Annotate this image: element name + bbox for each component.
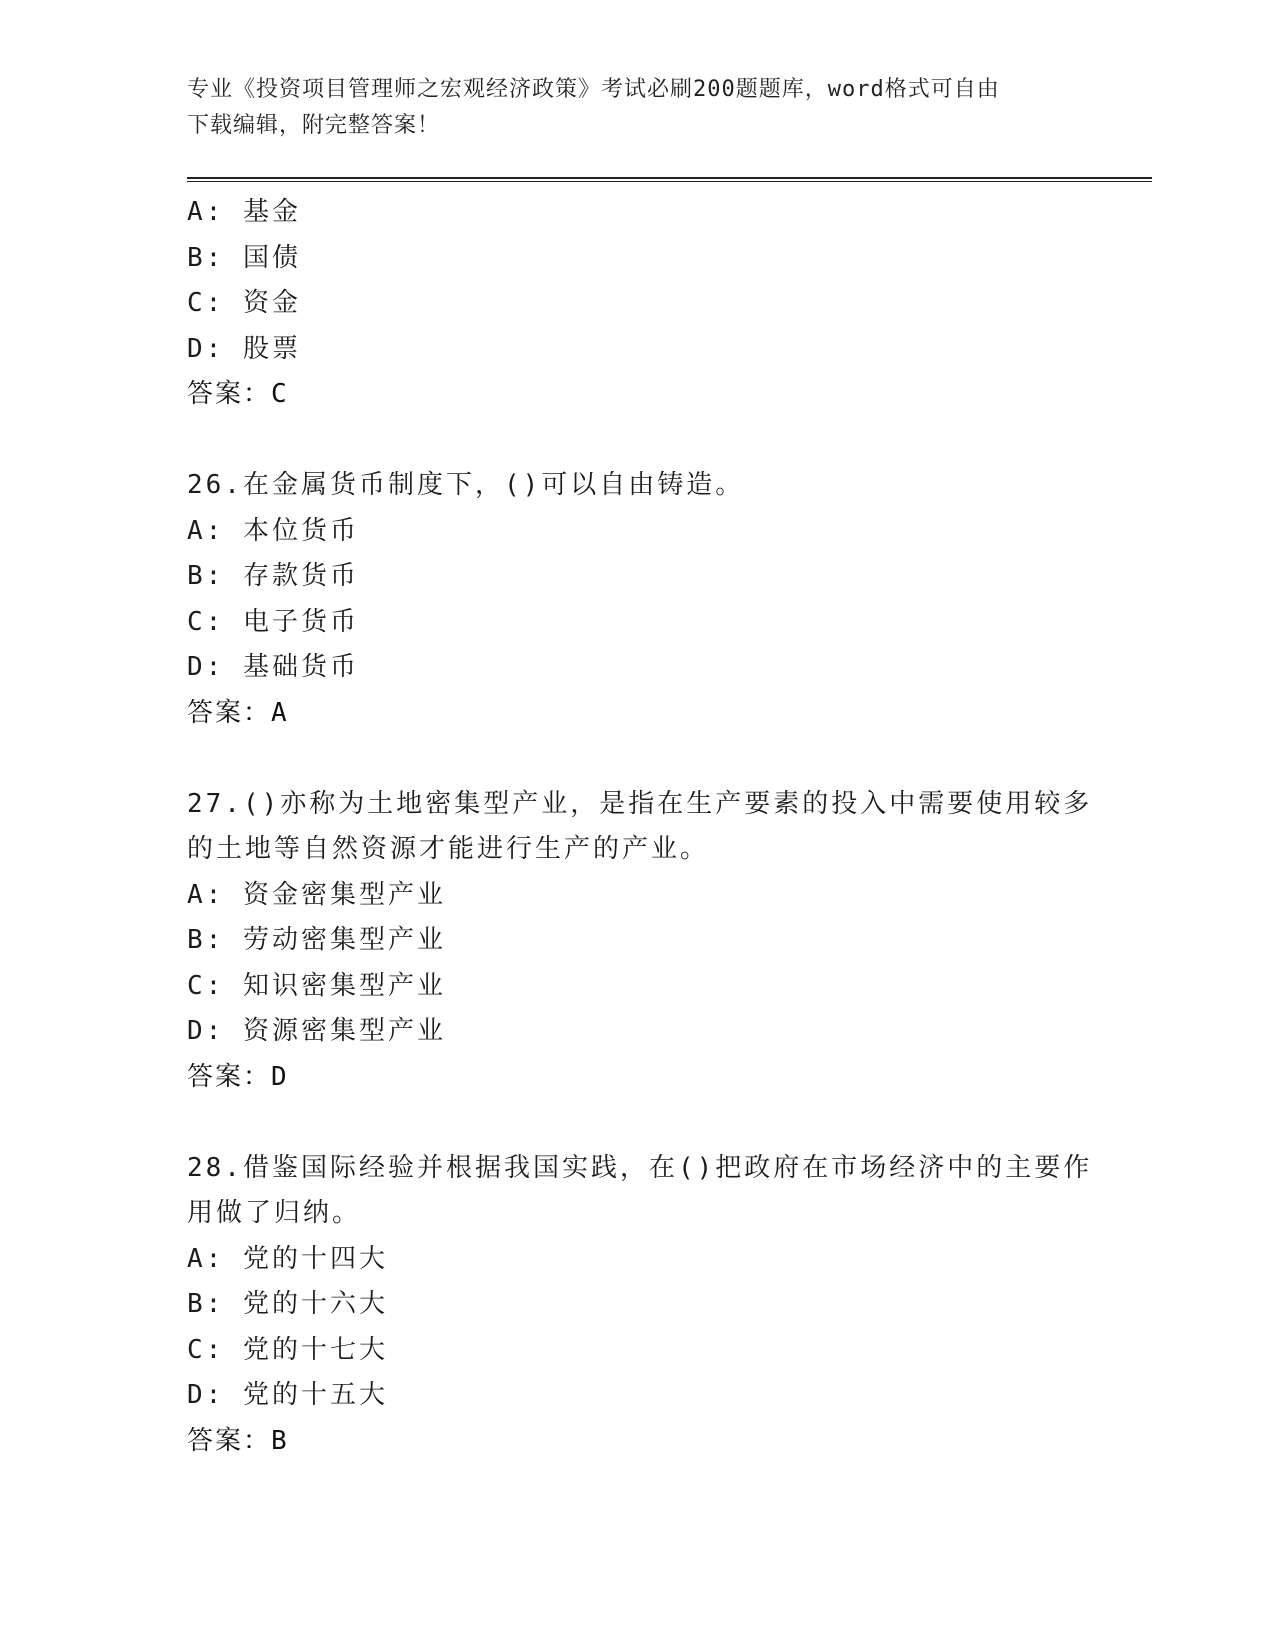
option-b: B: 劳动密集型产业 xyxy=(187,925,446,955)
option-b: B: 党的十六大 xyxy=(187,1289,388,1319)
option-c: C: 党的十七大 xyxy=(187,1334,388,1365)
answer-line: 答案：B xyxy=(187,1425,289,1456)
option-a: A: 本位货币 xyxy=(187,515,359,546)
question-text-continued: 用做了归纳。 xyxy=(187,1198,362,1228)
block-gap xyxy=(187,736,1087,782)
option-d: D: 股票 xyxy=(187,333,301,364)
question-block xyxy=(187,1146,1093,1465)
option-c: C: 知识密集型产业 xyxy=(187,970,446,1001)
option-d: D: 党的十五大 xyxy=(187,1380,388,1410)
option-b: B: 国债 xyxy=(187,242,301,273)
option-b: B: 存款货币 xyxy=(187,561,359,591)
question-text: 28.借鉴国际经验并根据我国实践，在()把政府在市场经济中的主要作 xyxy=(187,1152,1093,1183)
option-d: D: 资源密集型产业 xyxy=(187,1016,446,1046)
answer-line: 答案：A xyxy=(187,697,289,728)
header-line-2: 下载编辑，附完整答案！ xyxy=(187,113,441,138)
answer-line: 答案：D xyxy=(187,1061,289,1092)
answer-line: 答案：C xyxy=(187,379,289,409)
option-d: D: 基础货币 xyxy=(187,652,359,682)
question-list xyxy=(187,190,1093,1464)
question-text: 26.在金属货币制度下，()可以自由铸造。 xyxy=(187,470,745,500)
document-header xyxy=(187,72,1067,144)
question-block xyxy=(187,782,1093,1101)
option-a: A: 党的十四大 xyxy=(187,1243,388,1274)
option-c: C: 资金 xyxy=(187,288,301,318)
option-c: C: 电子货币 xyxy=(187,606,359,637)
question-block xyxy=(187,463,1087,736)
question-text-continued: 的土地等自然资源才能进行生产的产业。 xyxy=(187,834,710,864)
header-rule-thick xyxy=(187,177,1152,179)
block-gap xyxy=(187,1100,1087,1146)
option-a: A: 资金密集型产业 xyxy=(187,879,446,910)
header-rule-thin xyxy=(187,181,1152,182)
option-a: A: 基金 xyxy=(187,197,301,227)
header-line-1: 专业《投资项目管理师之宏观经济政策》考试必刷200题题库，word格式可自由 xyxy=(187,77,1000,102)
question-text: 27.()亦称为土地密集型产业，是指在生产要素的投入中需要使用较多 xyxy=(187,788,1093,819)
block-gap xyxy=(187,418,1087,464)
question-block xyxy=(187,190,1087,418)
